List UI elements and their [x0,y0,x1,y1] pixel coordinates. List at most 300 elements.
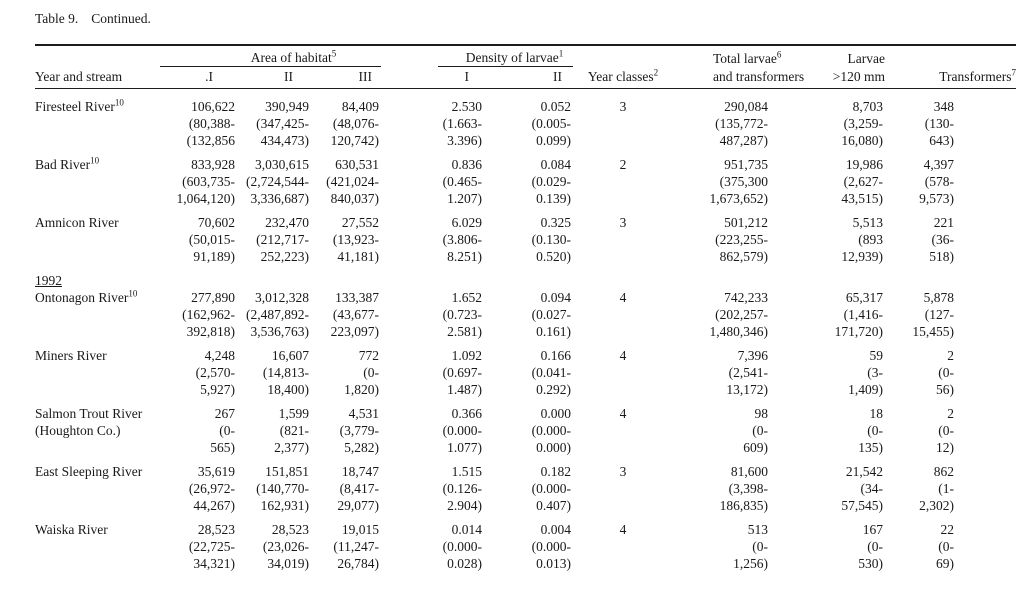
stream-name [35,289,160,340]
cell-line: 0.000 [540,406,571,421]
cell-line: (3,259- [843,116,883,131]
cell-line: 862,579) [719,249,768,264]
cell-line: 0.028) [447,556,482,571]
year-classes-cell [573,463,673,514]
value-cell [160,521,237,572]
cell-line: 0.836 [451,157,482,172]
row-grid [35,405,1016,456]
stream-name-line1: Ontonagon River$^{10}$ [35,288,138,305]
cell-line: 2.530 [451,99,482,114]
header-area-col-1: .I [205,69,213,84]
cell-line: (0.029- [531,174,571,189]
cell-line: 44,267) [193,498,235,513]
cell-line: 1,409) [848,382,883,397]
cell-line: (0.000- [442,539,482,554]
cell-line: 98 [754,406,768,421]
cell-line: 742,233 [724,290,768,305]
cell-line: (0.697- [442,365,482,380]
cell-line: 1.077) [447,440,482,455]
value-cell [237,463,311,514]
total-larvae-label: Total larvae [713,51,777,66]
row-grid [35,289,1016,340]
table-body [35,89,1016,572]
cell-line: 390,949 [265,99,309,114]
value-cell [673,156,770,207]
cell-line: (0.000- [531,539,571,554]
cell-line: 5,282) [344,440,379,455]
cell-line: (0.000- [531,423,571,438]
cell-line: (2,627- [843,174,883,189]
value-cell [237,347,311,398]
value-cell [160,156,237,207]
row-grid [35,214,1016,265]
cell-line: (375,300 [719,174,768,189]
cell-line: 1,480,346) [709,324,768,339]
value-cell [770,347,885,398]
cell-line: 162,931) [260,498,309,513]
cell-line: 2 [947,406,954,421]
cell-line: 28,523 [271,522,309,537]
header-total-larvae-line1 [673,49,782,67]
value-cell [673,347,770,398]
cell-line: 643) [929,133,954,148]
cell-line: 1.652 [451,290,482,305]
year-section-label: 1992 [35,273,62,288]
cell-line: (603,735- [182,174,235,189]
cell-line: 0.161) [536,324,571,339]
cell-line: 1.207) [447,191,482,206]
cell-line: 43,515) [841,191,883,206]
stream-name-line1: Waiska River [35,522,108,537]
cell-line: 4,397 [923,157,954,172]
cell-line: 151,851 [265,464,309,479]
cell-line: 392,818) [186,324,235,339]
value-cell [885,463,956,514]
cell-line: 57,545) [841,498,883,513]
table-continued-label: Continued. [91,11,151,26]
cell-line: (34- [860,481,883,496]
cell-line: 223,097) [330,324,379,339]
header-larvae-line2: >120 mm [832,69,885,84]
cell-line: 186,835) [719,498,768,513]
cell-line: 565) [210,440,235,455]
cell-line: 840,037) [330,191,379,206]
cell-line: (0.005- [531,116,571,131]
value-cell [484,405,573,456]
header-area-col-3: III [358,69,372,84]
row-grid [35,98,1016,149]
cell-line: 1,673,652) [709,191,768,206]
value-cell [237,521,311,572]
cell-line: 133,387 [335,290,379,305]
table-row [35,521,1016,572]
cell-line: (223,255- [715,232,768,247]
cell-line: 290,084 [724,99,768,114]
value-cell [160,98,237,149]
cell-line: 221 [933,215,954,230]
cell-line: 277,890 [191,290,235,305]
cell-line: 530) [858,556,883,571]
value-cell [770,289,885,340]
header-column-row [35,67,1016,85]
value-cell [311,347,381,398]
value-cell [311,521,381,572]
cell-line: 3 [619,215,627,230]
value-cell [381,463,484,514]
cell-line: 6.029 [451,215,482,230]
cell-line: 2 [619,157,627,172]
cell-line: (0.130- [531,232,571,247]
cell-line: 2 [947,348,954,363]
cell-line: 2.581) [447,324,482,339]
cell-line: (212,717- [256,232,309,247]
value-cell [673,98,770,149]
value-cell [311,463,381,514]
cell-line: 3 [619,464,627,479]
table-caption [35,10,1032,28]
value-cell [770,521,885,572]
cell-line: 0.052 [540,99,571,114]
value-cell [885,347,956,398]
cell-line: 487,287) [719,133,768,148]
value-cell [770,156,885,207]
cell-line: 1.515 [451,464,482,479]
cell-line: 0.094 [540,290,571,305]
cell-line: 5,513 [852,215,883,230]
cell-line: (3.806- [442,232,482,247]
cell-line: (347,425- [256,116,309,131]
value-cell [673,521,770,572]
value-cell [770,405,885,456]
value-cell [160,289,237,340]
data-table [35,44,1016,572]
cell-line: 3,336,687) [250,191,309,206]
cell-line: 2.904) [447,498,482,513]
value-cell [160,405,237,456]
value-cell [237,405,311,456]
cell-line: 0.520) [536,249,571,264]
cell-line: (48,076- [332,116,379,131]
cell-line: (0.000- [442,423,482,438]
value-cell [311,405,381,456]
cell-line: 1.487) [447,382,482,397]
value-cell [381,98,484,149]
area-of-habitat-label: Area of habitat [250,50,332,65]
header-group-row [35,49,1016,67]
cell-line: 34,019) [267,556,309,571]
cell-line: (2,724,544- [246,174,309,189]
cell-line: 35,619 [197,464,235,479]
stream-name-line1: Firesteel River$^{10}$ [35,97,124,114]
stream-name [35,521,160,572]
header-area-of-habitat-group [160,50,381,67]
cell-line: (50,015- [188,232,235,247]
value-cell [484,289,573,340]
stream-name-line1: Salmon Trout River [35,406,143,421]
cell-line: 3.396) [447,133,482,148]
value-cell [770,463,885,514]
cell-line: 0.366 [451,406,482,421]
cell-line: (135,772- [715,116,768,131]
value-cell [381,214,484,265]
value-cell [673,214,770,265]
cell-line: 501,212 [724,215,768,230]
value-cell [484,156,573,207]
cell-line: 3,030,615 [255,157,309,172]
cell-line: (0- [938,423,954,438]
stream-name-line1: Amnicon River [35,215,119,230]
value-cell [885,521,956,572]
cell-line: 0.099) [536,133,571,148]
header-density-of-larvae-group [438,50,573,67]
cell-line: 18 [869,406,883,421]
year-classes-cell [573,214,673,265]
cell-line: 1,820) [344,382,379,397]
cell-line: (80,388- [188,116,235,131]
cell-line: 0.000) [536,440,571,455]
value-cell [484,98,573,149]
cell-line: (2,570- [195,365,235,380]
cell-line: 18,747 [341,464,379,479]
value-cell [885,289,956,340]
year-classes-label: Year classes [587,69,654,84]
cell-line: 26,784) [337,556,379,571]
cell-line: (14,813- [262,365,309,380]
cell-line: (132,856 [186,133,235,148]
area-of-habitat-footnote: 5 [331,48,337,59]
header-transformers [885,69,1016,85]
cell-line: 5,878 [923,290,954,305]
cell-line: 252,223) [260,249,309,264]
cell-line: (23,026- [262,539,309,554]
cell-line: 41,181) [337,249,379,264]
cell-line: 4 [619,406,627,421]
cell-line: 4,531 [348,406,379,421]
stream-name [35,347,160,398]
cell-line: 135) [858,440,883,455]
cell-line: 167 [862,522,883,537]
header-density-col-2: II [553,69,562,84]
cell-line: (0- [938,365,954,380]
cell-line: (578- [924,174,954,189]
cell-line: 0.325 [540,215,571,230]
cell-line: 120,742) [330,133,379,148]
cell-line: 8,703 [852,99,883,114]
cell-line: 951,735 [724,157,768,172]
cell-line: 19,015 [341,522,379,537]
cell-line: (0- [867,539,883,554]
cell-line: 5,927) [200,382,235,397]
value-cell [673,289,770,340]
stream-name-line2: (Houghton Co.) [35,423,121,438]
cell-line: 0.004 [540,522,571,537]
header-year-and-stream: Year and stream [35,69,123,84]
cell-line: (1- [938,481,954,496]
table-row [35,405,1016,456]
year-classes-cell [573,156,673,207]
cell-line: 434,473) [260,133,309,148]
cell-line: 59 [869,348,883,363]
cell-line: 69) [936,556,954,571]
value-cell [381,405,484,456]
cell-line: (202,257- [715,307,768,322]
cell-line: 13,172) [726,382,768,397]
cell-line: 29,077) [337,498,379,513]
cell-line: (26,972- [188,481,235,496]
cell-line: 0.014 [451,522,482,537]
cell-line: 106,622 [191,99,235,114]
transformers-footnote: 7 [1011,67,1016,78]
value-cell [160,214,237,265]
cell-line: (162,962- [182,307,235,322]
cell-line: 81,600 [730,464,768,479]
total-larvae-footnote: 6 [776,49,782,60]
table-row [35,272,1016,340]
value-cell [237,214,311,265]
density-of-larvae-footnote: 1 [558,48,564,59]
cell-line: (11,247- [333,539,379,554]
transformers-label: Transformers [939,69,1012,84]
header-year-classes [573,69,673,85]
value-cell [311,98,381,149]
cell-line: (0.465- [442,174,482,189]
cell-line: 21,542 [845,464,883,479]
cell-line: 513 [747,522,768,537]
value-cell [885,98,956,149]
cell-line: 3,536,763) [250,324,309,339]
year-classes-footnote: 2 [653,67,659,78]
table-row [35,347,1016,398]
table-row [35,98,1016,149]
cell-line: (8,417- [339,481,379,496]
cell-line: 630,531 [335,157,379,172]
value-cell [160,347,237,398]
row-grid [35,156,1016,207]
value-cell [484,521,573,572]
cell-line: 0.292) [536,382,571,397]
cell-line: (0- [219,423,235,438]
value-cell [381,156,484,207]
row-grid [35,347,1016,398]
cell-line: (893 [858,232,883,247]
cell-line: 518) [929,249,954,264]
stream-name [35,214,160,265]
value-cell [484,347,573,398]
value-cell [381,347,484,398]
value-cell [237,156,311,207]
value-cell [311,289,381,340]
cell-line: (22,725- [188,539,235,554]
cell-line: 171,720) [834,324,883,339]
row-grid [35,463,1016,514]
year-classes-cell [573,405,673,456]
table-row [35,214,1016,265]
cell-line: 267 [214,406,235,421]
header-density-col-1: I [464,69,469,84]
cell-line: 22 [940,522,954,537]
cell-line: 3,012,328 [255,290,309,305]
value-cell [885,214,956,265]
value-cell [160,463,237,514]
year-classes-cell [573,289,673,340]
cell-line: 348 [933,99,954,114]
cell-line: 833,928 [191,157,235,172]
value-cell [770,214,885,265]
year-classes-cell [573,347,673,398]
cell-line: 65,317 [845,290,883,305]
stream-name-line1: Miners River [35,348,107,363]
cell-line: 28,523 [197,522,235,537]
year-classes-cell [573,98,673,149]
stream-name-line1: Bad River$^{10}$ [35,155,100,172]
cell-line: 56) [936,382,954,397]
cell-line: 15,455) [912,324,954,339]
cell-line: (43,677- [332,307,379,322]
cell-line: 12) [936,440,954,455]
cell-line: 12,939) [841,249,883,264]
table-label: Table 9. [35,11,79,26]
header-area-col-2: II [284,69,293,84]
cell-line: (0- [752,539,768,554]
stream-name [35,156,160,207]
value-cell [770,98,885,149]
cell-line: (140,770- [256,481,309,496]
cell-line: 19,986 [845,157,883,172]
stream-name [35,463,160,514]
cell-line: 1,599 [278,406,309,421]
cell-line: (0.000- [531,481,571,496]
cell-line: 3 [619,99,627,114]
cell-line: (0- [752,423,768,438]
cell-line: (3,398- [728,481,768,496]
value-cell [237,289,311,340]
value-cell [237,98,311,149]
cell-line: (0.723- [442,307,482,322]
cell-line: (0.041- [531,365,571,380]
cell-line: 232,470 [265,215,309,230]
cell-line: 2,302) [919,498,954,513]
cell-line: 4 [619,522,627,537]
cell-line: 1.092 [451,348,482,363]
value-cell [311,156,381,207]
value-cell [381,289,484,340]
cell-line: 91,189) [193,249,235,264]
density-of-larvae-label: Density of larvae [465,50,559,65]
cell-line: 16,607 [271,348,309,363]
cell-line: 84,409 [341,99,379,114]
cell-line: (0- [867,423,883,438]
cell-line: (3- [867,365,883,380]
cell-line: 609) [743,440,768,455]
value-cell [311,214,381,265]
cell-line: 772 [358,348,379,363]
cell-line: (127- [924,307,954,322]
table-row [35,463,1016,514]
cell-line: (821- [279,423,309,438]
cell-line: 16,080) [841,133,883,148]
value-cell [885,156,956,207]
year-classes-cell [573,521,673,572]
value-cell [673,463,770,514]
cell-line: 0.013) [536,556,571,571]
cell-line: (1,416- [843,307,883,322]
cell-line: 4 [619,348,627,363]
value-cell [885,405,956,456]
cell-line: 70,602 [197,215,235,230]
cell-line: 7,396 [737,348,768,363]
cell-line: (2,541- [728,365,768,380]
table-row [35,156,1016,207]
